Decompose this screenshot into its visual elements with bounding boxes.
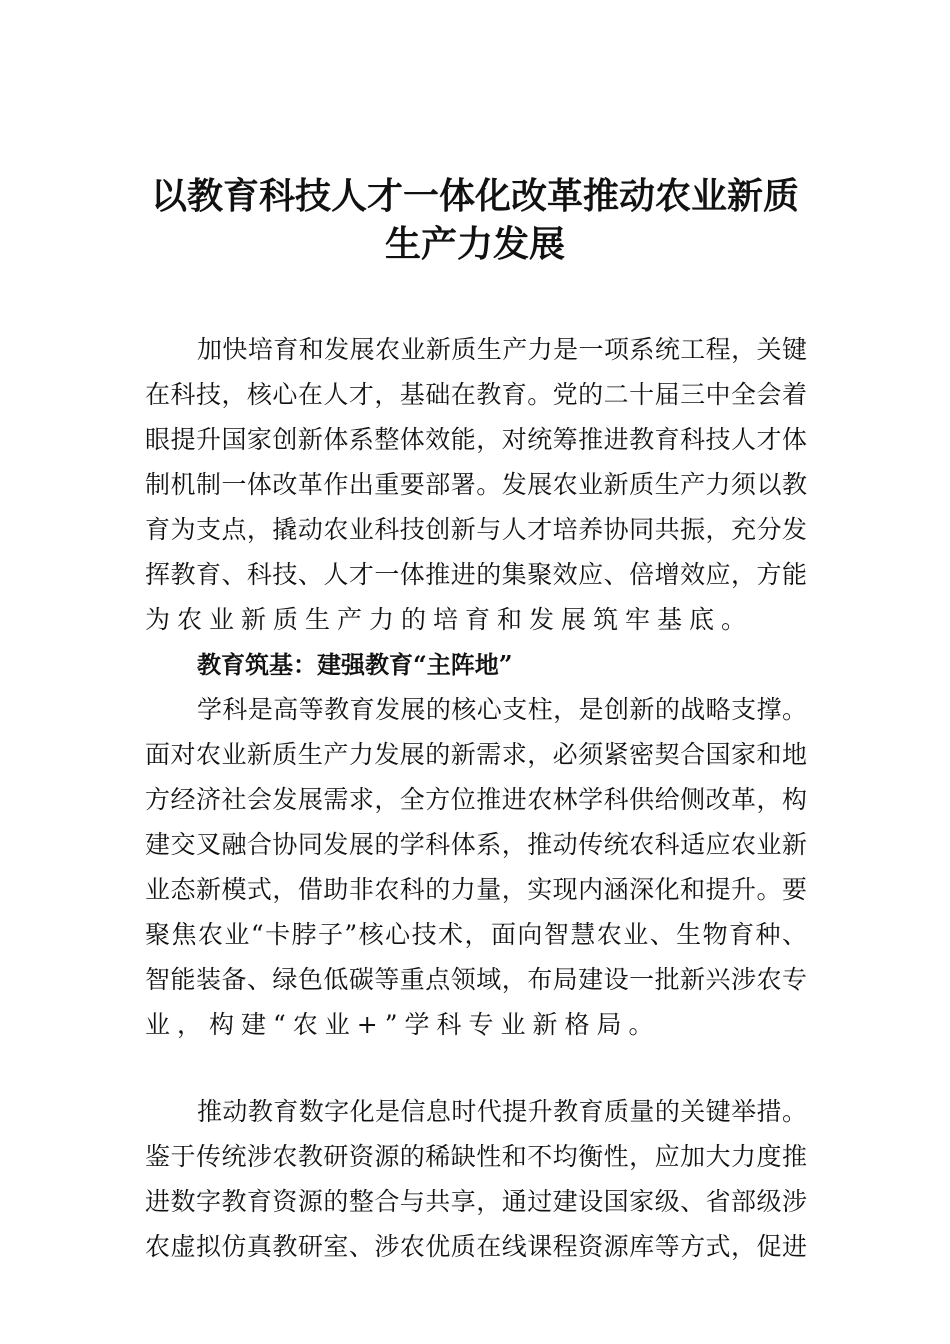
text-line: 方经济社会发展需求，全方位推进农林学科供给侧改革，构 bbox=[145, 785, 807, 814]
text-line: 进数字教育资源的整合与共享，通过建设国家级、省部级涉 bbox=[145, 1187, 807, 1216]
text-line: 智能装备、绿色低碳等重点领域，布局建设一批新兴涉农专 bbox=[145, 965, 807, 994]
text-line: 制机制一体改革作出重要部署。发展农业新质生产力须以教 bbox=[145, 470, 807, 499]
text-line: 面对农业新质生产力发展的新需求，必须紧密契合国家和地 bbox=[145, 740, 807, 769]
text-line: 为农业新质生产力的培育和发展筑牢基底。 bbox=[145, 605, 754, 634]
text-line: 加快培育和发展农业新质生产力是一项系统工程，关键 bbox=[197, 335, 807, 364]
document-body bbox=[145, 327, 807, 1269]
paragraph-1 bbox=[145, 327, 807, 642]
text-line: 聚焦农业“卡脖子”核心技术，面向智慧农业、生物育种、 bbox=[145, 920, 807, 949]
section-heading: 教育筑基：建强教育“主阵地” bbox=[197, 650, 513, 679]
text-line: 农虚拟仿真教研室、涉农优质在线课程资源库等方式，促进 bbox=[145, 1232, 807, 1261]
text-line: 挥教育、科技、人才一体推进的集聚效应、倍增效应，方能 bbox=[145, 560, 807, 589]
document-title-line-1: 以教育科技人才一体化改革推动农业新质 bbox=[150, 175, 799, 217]
text-line: 眼提升国家创新体系整体效能，对统筹推进教育科技人才体 bbox=[145, 425, 807, 454]
text-line: 业态新模式，借助非农科的力量，实现内涵深化和提升。要 bbox=[145, 875, 807, 904]
text-line: 建交叉融合协同发展的学科体系，推动传统农科适应农业新 bbox=[145, 830, 807, 859]
text-line: 鉴于传统涉农教研资源的稀缺性和不均衡性，应加大力度推 bbox=[145, 1142, 807, 1171]
paragraph-3 bbox=[145, 1089, 807, 1269]
paragraph-2 bbox=[145, 687, 807, 1047]
text-line: 育为支点，撬动农业科技创新与人才培养协同共振，充分发 bbox=[145, 515, 807, 544]
text-line: 推动教育数字化是信息时代提升教育质量的关键举措。 bbox=[197, 1097, 807, 1126]
text-line: 在科技，核心在人才，基础在教育。党的二十届三中全会着 bbox=[145, 380, 807, 409]
text-line: 学科是高等教育发展的核心支柱，是创新的战略支撑。 bbox=[197, 695, 807, 724]
text-line: 业，构建“农业+”学科专业新格局。 bbox=[145, 1010, 661, 1039]
document-title-line-2: 生产力发展 bbox=[384, 223, 565, 265]
